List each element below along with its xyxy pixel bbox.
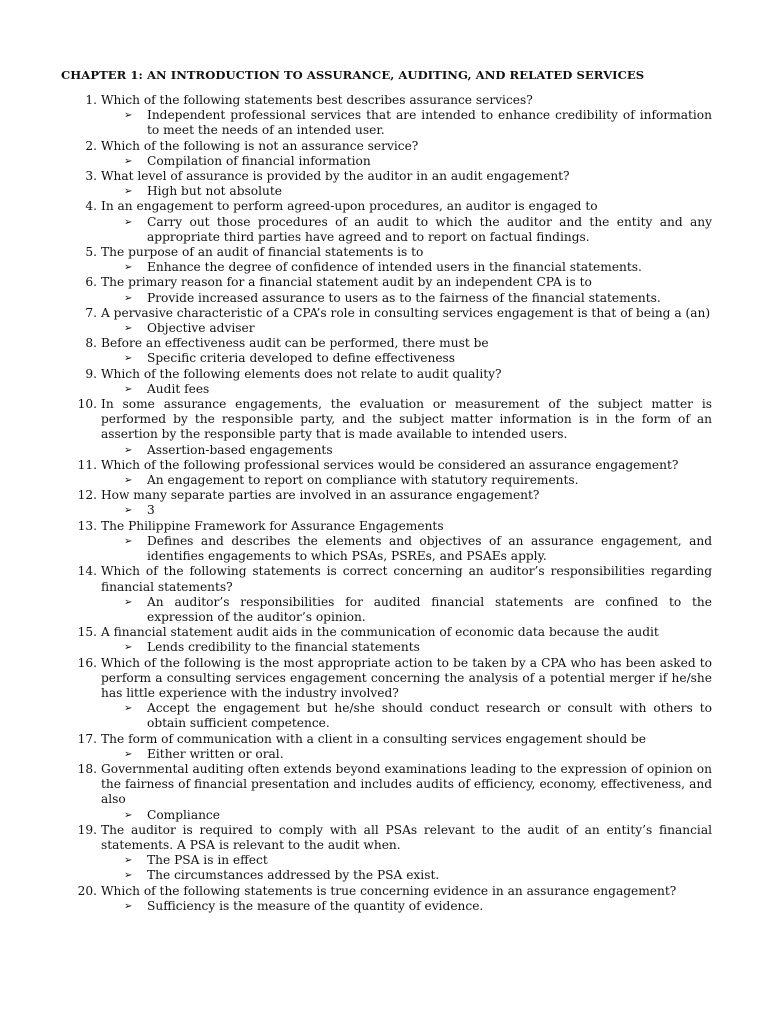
arrow-bullet-icon: ➢ <box>124 596 133 608</box>
arrow-bullet-icon: ➢ <box>124 262 133 274</box>
question-number: 11. <box>77 457 97 472</box>
answer-text: 3 <box>147 503 155 518</box>
question-text: The form of communication with a client in a consulting services engagement should be <box>101 731 647 746</box>
arrow-bullet-icon: ➢ <box>124 110 133 122</box>
question-number: 8. <box>85 336 97 351</box>
question-item <box>0 245 768 260</box>
question-number: 1. <box>85 93 97 107</box>
arrow-bullet-icon: ➢ <box>124 870 133 882</box>
question-text: How many separate parties are involved in an assurance engagement? <box>101 488 540 503</box>
question-number: 20. <box>77 883 97 898</box>
answer-item <box>0 108 768 138</box>
question-number: 15. <box>77 625 97 640</box>
answer-text: Lends credibility to the financial statements <box>147 640 420 655</box>
answer-item <box>0 260 768 275</box>
answer-item <box>0 291 768 306</box>
question-text: Which of the following professional services would be considered an assurance engagement? <box>101 457 679 472</box>
answer-item <box>0 382 768 397</box>
question-item <box>0 139 768 154</box>
arrow-bullet-icon: ➢ <box>124 383 133 395</box>
question-number: 2. <box>85 138 97 153</box>
question-item <box>0 336 768 351</box>
answer-item <box>0 595 768 625</box>
answer-text: Audit fees <box>147 381 210 396</box>
question-text: The auditor is required to comply with all PSAs relevant to the audit of an entity’s financial statements. A PSA is relevant to the audit when. <box>101 822 712 852</box>
answer-text: Defines and describes the elements and objectives of an assurance engagement, and identifies engagements to which PSAs, PSREs, and PSAEs apply. <box>147 533 712 564</box>
question-number: 10. <box>77 397 97 412</box>
answer-text: Provide increased assurance to users as to the fairness of the financial statements. <box>147 290 661 305</box>
answer-item <box>0 154 768 169</box>
arrow-bullet-icon: ➢ <box>124 900 133 912</box>
question-list <box>0 93 768 914</box>
question-number: 12. <box>77 488 97 503</box>
answer-item <box>0 215 768 245</box>
arrow-bullet-icon: ➢ <box>124 855 133 867</box>
arrow-bullet-icon: ➢ <box>124 323 133 335</box>
arrow-bullet-icon: ➢ <box>124 748 133 760</box>
answer-item <box>0 808 768 823</box>
arrow-bullet-icon: ➢ <box>124 505 133 517</box>
question-item <box>0 564 768 594</box>
arrow-bullet-icon: ➢ <box>124 809 133 821</box>
answer-item <box>0 503 768 518</box>
answer-item <box>0 640 768 655</box>
answer-text: An auditor’s responsibilities for audited financial statements are confined to the expression of the auditor’s opinion. <box>147 594 712 624</box>
arrow-bullet-icon: ➢ <box>124 535 133 547</box>
chapter-title: CHAPTER 1: AN INTRODUCTION TO ASSURANCE, AUDITING, AND RELATED SERVICES <box>61 68 645 82</box>
question-number: 16. <box>77 655 97 670</box>
answer-item <box>0 351 768 366</box>
answer-text: Specific criteria developed to define effectiveness <box>147 351 456 366</box>
answer-text: High but not absolute <box>147 184 282 199</box>
arrow-bullet-icon: ➢ <box>124 703 133 715</box>
question-text: In some assurance engagements, the evaluation or measurement of the subject matter is performed by the responsible party, and the subject matter information is in the form of an assertion by the responsible party that is made available to intended users. <box>101 397 712 442</box>
question-number: 19. <box>77 822 97 837</box>
answer-text: Objective adviser <box>147 321 255 336</box>
arrow-bullet-icon: ➢ <box>124 475 133 487</box>
arrow-bullet-icon: ➢ <box>124 186 133 198</box>
answer-item <box>0 868 768 883</box>
question-text: Before an effectiveness audit can be performed, there must be <box>101 336 489 351</box>
answer-text: Compliance <box>147 807 220 822</box>
answer-text: Assertion-based engagements <box>147 442 333 457</box>
answer-text: Sufficiency is the measure of the quantity of evidence. <box>147 898 484 913</box>
answer-text: Either written or oral. <box>147 746 284 761</box>
answer-item <box>0 701 768 731</box>
arrow-bullet-icon: ➢ <box>124 642 133 654</box>
question-item <box>0 306 768 321</box>
question-item <box>0 488 768 503</box>
question-item <box>0 458 768 473</box>
question-text: Which of the following elements does not relate to audit quality? <box>101 366 502 381</box>
answer-item <box>0 443 768 458</box>
question-text: The primary reason for a financial statement audit by an independent CPA is to <box>101 275 592 290</box>
question-item <box>0 169 768 184</box>
question-number: 7. <box>85 305 97 320</box>
arrow-bullet-icon: ➢ <box>124 444 133 456</box>
question-number: 14. <box>77 564 97 579</box>
question-text: Which of the following statements best describes assurance services? <box>101 93 533 107</box>
answer-item <box>0 747 768 762</box>
question-item <box>0 93 768 108</box>
question-number: 17. <box>77 731 97 746</box>
arrow-bullet-icon: ➢ <box>124 353 133 365</box>
question-number: 4. <box>85 199 97 214</box>
answer-item <box>0 184 768 199</box>
arrow-bullet-icon: ➢ <box>124 155 133 167</box>
question-text: What level of assurance is provided by the auditor in an audit engagement? <box>101 169 570 184</box>
question-item <box>0 656 768 702</box>
answer-text: The PSA is in effect <box>147 853 268 868</box>
question-number: 5. <box>85 245 97 260</box>
question-number: 6. <box>85 275 97 290</box>
answer-item <box>0 473 768 488</box>
question-item <box>0 732 768 747</box>
question-text: Which of the following statements is correct concerning an auditor’s responsibilities regarding financial statements? <box>101 564 712 594</box>
question-item <box>0 275 768 290</box>
question-text: Which of the following is the most appropriate action to be taken by a CPA who has been asked to perform a consulting services engagement concerning the analysis of a potential merger if he/she has little experience with the industry involved? <box>101 655 712 700</box>
question-number: 13. <box>77 518 97 533</box>
question-text: The purpose of an audit of financial statements is to <box>101 245 424 260</box>
question-item <box>0 625 768 640</box>
answer-text: Carry out those procedures of an audit to which the auditor and the entity and any appropriate third parties have agreed and to report on factual findings. <box>147 214 712 244</box>
question-number: 9. <box>85 366 97 381</box>
question-text: Which of the following statements is true concerning evidence in an assurance engagement? <box>101 883 677 898</box>
answer-item <box>0 321 768 336</box>
question-item <box>0 762 768 808</box>
answer-text: Enhance the degree of confidence of intended users in the financial statements. <box>147 260 642 275</box>
answer-text: Accept the engagement but he/she should conduct research or consult with others to obtain sufficient competence. <box>147 701 712 731</box>
arrow-bullet-icon: ➢ <box>124 216 133 228</box>
question-item <box>0 884 768 899</box>
arrow-bullet-icon: ➢ <box>124 292 133 304</box>
answer-text: An engagement to report on compliance with statutory requirements. <box>147 473 579 488</box>
answer-text: The circumstances addressed by the PSA exist. <box>147 868 440 883</box>
question-number: 3. <box>85 169 97 184</box>
question-item <box>0 519 768 534</box>
question-item <box>0 367 768 382</box>
question-text: In an engagement to perform agreed-upon procedures, an auditor is engaged to <box>101 199 598 214</box>
answer-item <box>0 899 768 914</box>
question-item <box>0 397 768 443</box>
question-text: A pervasive characteristic of a CPA’s role in consulting services engagement is that of being a (an) <box>101 305 711 320</box>
question-number: 18. <box>77 761 97 776</box>
question-item <box>0 823 768 853</box>
question-text: The Philippine Framework for Assurance Engagements <box>101 518 444 533</box>
question-item <box>0 199 768 214</box>
answer-item <box>0 534 768 564</box>
question-text: A financial statement audit aids in the communication of economic data because the audit <box>101 625 659 640</box>
answer-item <box>0 853 768 868</box>
question-text: Governmental auditing often extends beyond examinations leading to the expression of opinion on the fairness of financial presentation and includes audits of efficiency, economy, effectiveness, and also <box>101 761 712 807</box>
question-text: Which of the following is not an assurance service? <box>101 138 419 153</box>
answer-text: Compilation of financial information <box>147 153 371 168</box>
answer-text: Independent professional services that are intended to enhance credibility of information to meet the needs of an intended user. <box>147 108 712 138</box>
